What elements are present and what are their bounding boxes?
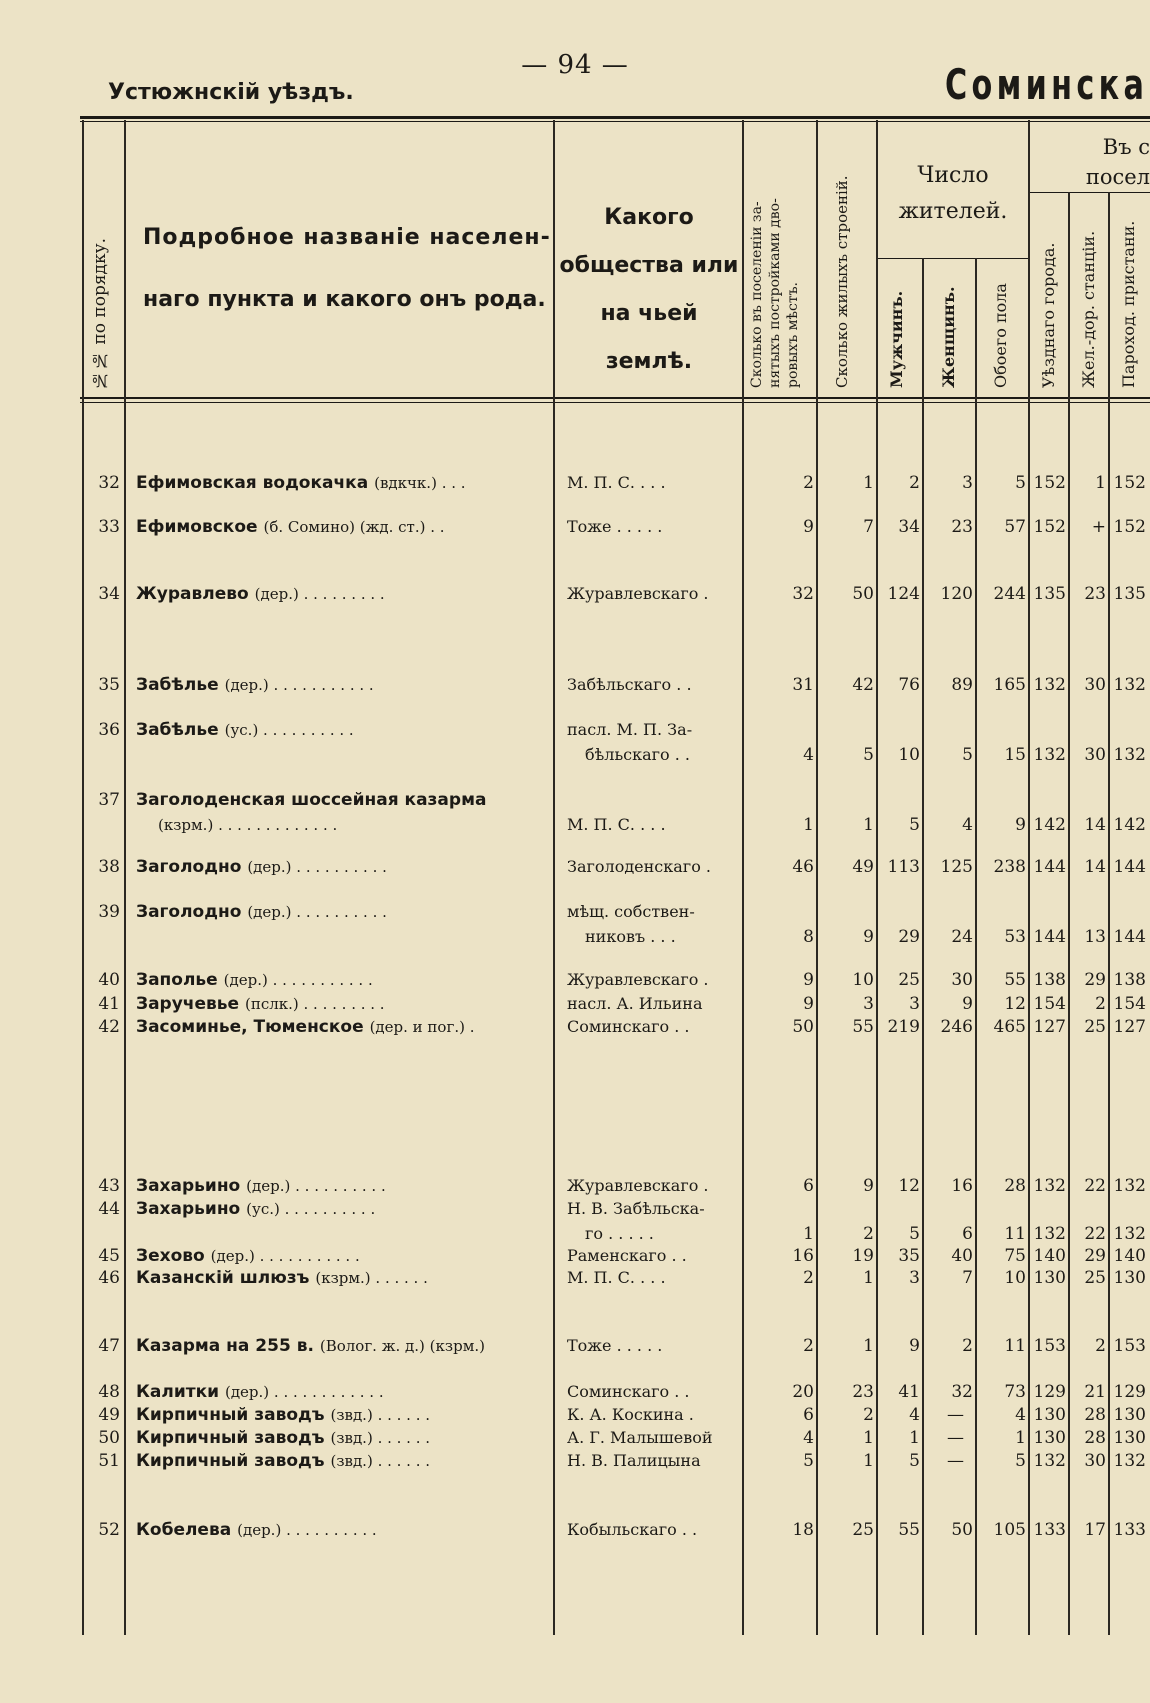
both-value: 75 [1004, 1246, 1026, 1266]
both-value: 10 [1004, 1268, 1026, 1288]
header-uezd-town: Уѣзднаго города. [1039, 242, 1058, 388]
dwellings-value: 50 [852, 584, 874, 604]
settlement-name-continued: (кзрм.) . . . . . . . . . . . . . [158, 816, 338, 834]
dwellings-value: 10 [852, 970, 874, 990]
dwellings-value: 1 [863, 473, 874, 493]
dwellings-value: 19 [852, 1246, 874, 1266]
households-value: 46 [792, 857, 814, 877]
row-number: 48 [98, 1382, 120, 1402]
rail-distance: 29 [1084, 970, 1106, 990]
dwellings-value: 2 [863, 1224, 874, 1244]
both-value: 73 [1004, 1382, 1026, 1402]
col-divider-society [553, 120, 555, 1635]
header-dwellings: Сколько жилыхъ строеній. [833, 175, 851, 388]
men-value: 219 [887, 1017, 920, 1037]
row-number: 47 [98, 1336, 120, 1356]
households-value: 6 [803, 1176, 814, 1196]
settlement-name: Заголодно (дер.) . . . . . . . . . . [136, 857, 387, 877]
society-name: М. П. С. . . . [567, 815, 666, 834]
town-distance: 152 [1033, 473, 1066, 493]
header-name [143, 207, 553, 331]
row-number: 37 [98, 790, 120, 810]
row-number: 44 [98, 1199, 120, 1219]
women-value: 24 [951, 927, 973, 947]
settlement-name: Засоминье, Тюменское (дер. и пог.) . [136, 1017, 475, 1037]
town-distance: 132 [1033, 1451, 1066, 1471]
header-bottom-rule [80, 397, 1150, 399]
men-value: 9 [909, 1336, 920, 1356]
households-value: 20 [792, 1382, 814, 1402]
pier-distance: 130 [1113, 1405, 1146, 1425]
rail-distance: 30 [1084, 675, 1106, 695]
town-distance: 152 [1033, 517, 1066, 537]
households-value: 2 [803, 473, 814, 493]
dwellings-value: 5 [863, 745, 874, 765]
both-value: 1 [1015, 1428, 1026, 1448]
settlement-name: Кирпичный заводъ (звд.) . . . . . . [136, 1405, 431, 1425]
women-value: — [947, 1428, 964, 1448]
pier-distance: 153 [1113, 1336, 1146, 1356]
town-distance: 130 [1033, 1428, 1066, 1448]
settlement-name: Захарьино (дер.) . . . . . . . . . . [136, 1176, 386, 1196]
women-value: 9 [962, 994, 973, 1014]
women-value: 16 [951, 1176, 973, 1196]
men-value: 5 [909, 815, 920, 835]
settlement-name: Калитки (дер.) . . . . . . . . . . . . [136, 1382, 384, 1402]
women-value: 4 [962, 815, 973, 835]
header-men: Мужчинъ. [887, 290, 906, 388]
both-value: 11 [1004, 1336, 1026, 1356]
society-name: Н. В. Палицына [567, 1451, 701, 1470]
settlement-name: Кирпичный заводъ (звд.) . . . . . . [136, 1451, 431, 1471]
town-distance: 138 [1033, 970, 1066, 990]
town-distance: 154 [1033, 994, 1066, 1014]
dwellings-value: 2 [863, 1405, 874, 1425]
town-distance: 129 [1033, 1382, 1066, 1402]
rail-distance: 30 [1084, 1451, 1106, 1471]
town-distance: 132 [1033, 1224, 1066, 1244]
header-households [748, 126, 802, 388]
pier-distance: 132 [1113, 1224, 1146, 1244]
settlement-name: Ефимовская водокачка (вдкчк.) . . . [136, 473, 466, 493]
society-name: К. А. Коскина . [567, 1405, 694, 1424]
header-distance-line1: Въ с [1102, 135, 1150, 159]
households-value: 6 [803, 1405, 814, 1425]
inhabitants-subrule [876, 258, 1028, 259]
households-value: 2 [803, 1268, 814, 1288]
rail-distance: 30 [1084, 745, 1106, 765]
town-distance: 130 [1033, 1405, 1066, 1425]
dwellings-value: 55 [852, 1017, 874, 1037]
row-number: 40 [98, 970, 120, 990]
header-society [556, 194, 742, 386]
header-name-line2: наго пункта и какого онъ рода. [143, 287, 546, 312]
top-rule-thin [80, 121, 1150, 122]
women-value: — [947, 1451, 964, 1471]
society-name: М. П. С. . . . [567, 1268, 666, 1287]
header-society-line3: на чьей землѣ. [600, 301, 698, 374]
both-value: 244 [993, 584, 1026, 604]
households-value: 1 [803, 815, 814, 835]
col-divider-name [124, 120, 126, 1635]
rail-distance: 14 [1084, 815, 1106, 835]
dwellings-value: 1 [863, 1336, 874, 1356]
rail-distance: 21 [1084, 1382, 1106, 1402]
settlement-name: Журавлево (дер.) . . . . . . . . . [136, 584, 385, 604]
both-value: 11 [1004, 1224, 1026, 1244]
society-name-continued: го . . . . . [585, 1224, 654, 1243]
dwellings-value: 25 [852, 1520, 874, 1540]
header-women: Женщинъ. [939, 286, 958, 388]
pier-distance: 132 [1113, 745, 1146, 765]
society-name: пасл. М. П. За- [567, 720, 693, 739]
men-value: 55 [898, 1520, 920, 1540]
households-value: 9 [803, 517, 814, 537]
women-value: 30 [951, 970, 973, 990]
both-value: 465 [993, 1017, 1026, 1037]
rail-distance: 13 [1084, 927, 1106, 947]
women-value: 3 [962, 473, 973, 493]
pier-distance: 142 [1113, 815, 1146, 835]
settlement-name: Заполье (дер.) . . . . . . . . . . . [136, 970, 373, 990]
rail-distance: 22 [1084, 1224, 1106, 1244]
women-value: 246 [940, 1017, 973, 1037]
settlement-name: Казарма на 255 в. (Волог. ж. д.) (кзрм.) [136, 1336, 485, 1356]
town-distance: 144 [1033, 927, 1066, 947]
dwellings-value: 7 [863, 517, 874, 537]
women-value: 125 [940, 857, 973, 877]
men-value: 113 [887, 857, 920, 877]
header-households-line1: Сколько въ поселеніи за- [749, 201, 765, 388]
dwellings-value: 1 [863, 1451, 874, 1471]
header-both: Обоего пола [991, 283, 1010, 388]
header-bottom-rule-thin [80, 402, 1150, 403]
town-distance: 153 [1033, 1336, 1066, 1356]
rail-distance: 14 [1084, 857, 1106, 877]
society-name: Журавлевскаго . [567, 970, 709, 989]
society-name: Раменскаго . . [567, 1246, 687, 1265]
pier-distance: 130 [1113, 1428, 1146, 1448]
town-distance: 127 [1033, 1017, 1066, 1037]
settlement-name: Захарьино (ус.) . . . . . . . . . . [136, 1199, 376, 1219]
women-value: 5 [962, 745, 973, 765]
row-number: 43 [98, 1176, 120, 1196]
both-value: 4 [1015, 1405, 1026, 1425]
header-society-line2: общества или [559, 253, 739, 278]
men-value: 124 [887, 584, 920, 604]
row-number: 50 [98, 1428, 120, 1448]
women-value: 6 [962, 1224, 973, 1244]
society-name: Н. В. Забѣльска- [567, 1199, 705, 1218]
both-value: 57 [1004, 517, 1026, 537]
men-value: 41 [898, 1382, 920, 1402]
town-distance: 132 [1033, 745, 1066, 765]
pier-distance: 152 [1113, 517, 1146, 537]
men-value: 3 [909, 994, 920, 1014]
town-distance: 132 [1033, 675, 1066, 695]
town-distance: 133 [1033, 1520, 1066, 1540]
top-rule [80, 116, 1150, 119]
town-distance: 135 [1033, 584, 1066, 604]
men-value: 1 [909, 1428, 920, 1448]
row-number: 49 [98, 1405, 120, 1425]
men-value: 76 [898, 675, 920, 695]
households-value: 2 [803, 1336, 814, 1356]
pier-distance: 138 [1113, 970, 1146, 990]
header-name-line1: Подробное названіе населен- [143, 225, 551, 250]
settlement-name: Казанскій шлюзъ (кзрм.) . . . . . . [136, 1268, 428, 1288]
row-number: 45 [98, 1246, 120, 1266]
pier-distance: 144 [1113, 857, 1146, 877]
society-name: Забѣльскаго . . [567, 675, 692, 694]
men-value: 35 [898, 1246, 920, 1266]
both-value: 9 [1015, 815, 1026, 835]
rail-distance: 1 [1095, 473, 1106, 493]
town-distance: 144 [1033, 857, 1066, 877]
row-number: 36 [98, 720, 120, 740]
men-value: 5 [909, 1224, 920, 1244]
pier-distance: 127 [1113, 1017, 1146, 1037]
pier-distance: 144 [1113, 927, 1146, 947]
row-number: 46 [98, 1268, 120, 1288]
society-name-continued: никовъ . . . [585, 927, 676, 946]
row-number: 41 [98, 994, 120, 1014]
both-value: 15 [1004, 745, 1026, 765]
pier-distance: 135 [1113, 584, 1146, 604]
society-name: Заголоденскаго . [567, 857, 711, 876]
both-value: 238 [993, 857, 1026, 877]
men-value: 5 [909, 1451, 920, 1471]
rail-distance: 17 [1084, 1520, 1106, 1540]
society-name: Тоже . . . . . [567, 1336, 663, 1355]
pier-distance: 152 [1113, 473, 1146, 493]
dwellings-value: 23 [852, 1382, 874, 1402]
households-value: 9 [803, 970, 814, 990]
row-number: 51 [98, 1451, 120, 1471]
households-value: 9 [803, 994, 814, 1014]
settlement-name: Зехово (дер.) . . . . . . . . . . . [136, 1246, 360, 1266]
women-value: 50 [951, 1520, 973, 1540]
rail-distance: 25 [1084, 1017, 1106, 1037]
row-number: 34 [98, 584, 120, 604]
settlement-name: Забѣлье (дер.) . . . . . . . . . . . [136, 675, 374, 695]
rail-distance: 29 [1084, 1246, 1106, 1266]
header-rail-station: Жел.-дор. станціи. [1079, 230, 1098, 388]
town-distance: 130 [1033, 1268, 1066, 1288]
men-value: 29 [898, 927, 920, 947]
society-name: Журавлевскаго . [567, 1176, 709, 1195]
settlement-name: Кобелева (дер.) . . . . . . . . . . [136, 1520, 377, 1540]
women-value: 2 [962, 1336, 973, 1356]
settlement-name: Забѣлье (ус.) . . . . . . . . . . [136, 720, 354, 740]
households-value: 18 [792, 1520, 814, 1540]
dwellings-value: 1 [863, 1268, 874, 1288]
town-distance: 132 [1033, 1176, 1066, 1196]
men-value: 3 [909, 1268, 920, 1288]
rail-distance: 25 [1084, 1268, 1106, 1288]
rail-distance: 2 [1095, 994, 1106, 1014]
row-number: 39 [98, 902, 120, 922]
both-value: 5 [1015, 1451, 1026, 1471]
men-value: 4 [909, 1405, 920, 1425]
men-value: 12 [898, 1176, 920, 1196]
society-name: Соминскаго . . [567, 1017, 690, 1036]
society-name: А. Г. Малышевой [567, 1428, 713, 1447]
households-value: 8 [803, 927, 814, 947]
both-value: 12 [1004, 994, 1026, 1014]
header-inhabitants-line1: Число [917, 163, 989, 188]
row-number: 52 [98, 1520, 120, 1540]
households-value: 4 [803, 745, 814, 765]
society-name: насл. А. Ильина [567, 994, 703, 1013]
town-distance: 140 [1033, 1246, 1066, 1266]
pier-distance: 132 [1113, 1451, 1146, 1471]
both-value: 165 [993, 675, 1026, 695]
households-value: 50 [792, 1017, 814, 1037]
society-name: М. П. С. . . . [567, 473, 666, 492]
rail-distance: 28 [1084, 1405, 1106, 1425]
women-value: 32 [951, 1382, 973, 1402]
society-name: Кобыльскаго . . [567, 1520, 698, 1539]
header-distance-line2: посел [1085, 165, 1150, 189]
women-value: — [947, 1405, 964, 1425]
header-pier: Пароход. пристани. [1119, 220, 1138, 388]
header-society-line1: Какого [604, 205, 694, 230]
header-inhabitants-line2: жителей. [898, 199, 1008, 224]
men-value: 25 [898, 970, 920, 990]
both-value: 55 [1004, 970, 1026, 990]
distance-subrule [1028, 192, 1150, 193]
settlement-name: Заручевье (пслк.) . . . . . . . . . [136, 994, 385, 1014]
row-number: 42 [98, 1017, 120, 1037]
both-value: 53 [1004, 927, 1026, 947]
both-value: 28 [1004, 1176, 1026, 1196]
dwellings-value: 42 [852, 675, 874, 695]
settlement-name: Заголодно (дер.) . . . . . . . . . . [136, 902, 387, 922]
households-value: 1 [803, 1224, 814, 1244]
pier-distance: 132 [1113, 1176, 1146, 1196]
society-name: Журавлевскаго . [567, 584, 709, 603]
society-name: Тоже . . . . . [567, 517, 663, 536]
header-households-line3: ровыхъ мѣстъ. [785, 282, 801, 388]
women-value: 89 [951, 675, 973, 695]
town-distance: 142 [1033, 815, 1066, 835]
pier-distance: 129 [1113, 1382, 1146, 1402]
volost-title: Соминска [945, 60, 1149, 109]
header-no: №№ по порядку. [90, 237, 110, 390]
society-name: Соминскаго . . [567, 1382, 690, 1401]
dwellings-value: 3 [863, 994, 874, 1014]
settlement-name: Заголоденская шоссейная казарма [136, 790, 487, 810]
pier-distance: 140 [1113, 1246, 1146, 1266]
dwellings-value: 1 [863, 815, 874, 835]
women-value: 120 [940, 584, 973, 604]
row-number: 32 [98, 473, 120, 493]
rail-distance: 22 [1084, 1176, 1106, 1196]
pier-distance: 132 [1113, 675, 1146, 695]
men-value: 34 [898, 517, 920, 537]
rail-distance: 28 [1084, 1428, 1106, 1448]
header-households-line2: нятыхъ постройками дво- [767, 198, 783, 388]
men-value: 2 [909, 473, 920, 493]
both-value: 5 [1015, 473, 1026, 493]
dwellings-value: 1 [863, 1428, 874, 1448]
households-value: 4 [803, 1428, 814, 1448]
society-name: мѣщ. собствен- [567, 902, 695, 921]
dwellings-value: 49 [852, 857, 874, 877]
men-value: 10 [898, 745, 920, 765]
rail-distance: 2 [1095, 1336, 1106, 1356]
households-value: 32 [792, 584, 814, 604]
row-number: 38 [98, 857, 120, 877]
header-inhabitants [878, 158, 1028, 230]
both-value: 105 [993, 1520, 1026, 1540]
pier-distance: 133 [1113, 1520, 1146, 1540]
settlement-name: Ефимовское (б. Сомино) (жд. ст.) . . [136, 517, 445, 537]
pier-distance: 154 [1113, 994, 1146, 1014]
rail-distance: + [1091, 517, 1106, 537]
households-value: 31 [792, 675, 814, 695]
settlement-name: Кирпичный заводъ (звд.) . . . . . . [136, 1428, 431, 1448]
rail-distance: 23 [1084, 584, 1106, 604]
dwellings-value: 9 [863, 927, 874, 947]
page-number: — 94 — [521, 50, 629, 80]
women-value: 40 [951, 1246, 973, 1266]
pier-distance: 130 [1113, 1268, 1146, 1288]
row-number: 35 [98, 675, 120, 695]
row-number: 33 [98, 517, 120, 537]
header-distance-group [1040, 132, 1150, 192]
women-value: 7 [962, 1268, 973, 1288]
uezd-title: Устюжнскій уѣздъ. [108, 80, 354, 105]
households-value: 16 [792, 1246, 814, 1266]
society-name-continued: бѣльскаго . . [585, 745, 691, 764]
women-value: 23 [951, 517, 973, 537]
dwellings-value: 9 [863, 1176, 874, 1196]
households-value: 5 [803, 1451, 814, 1471]
